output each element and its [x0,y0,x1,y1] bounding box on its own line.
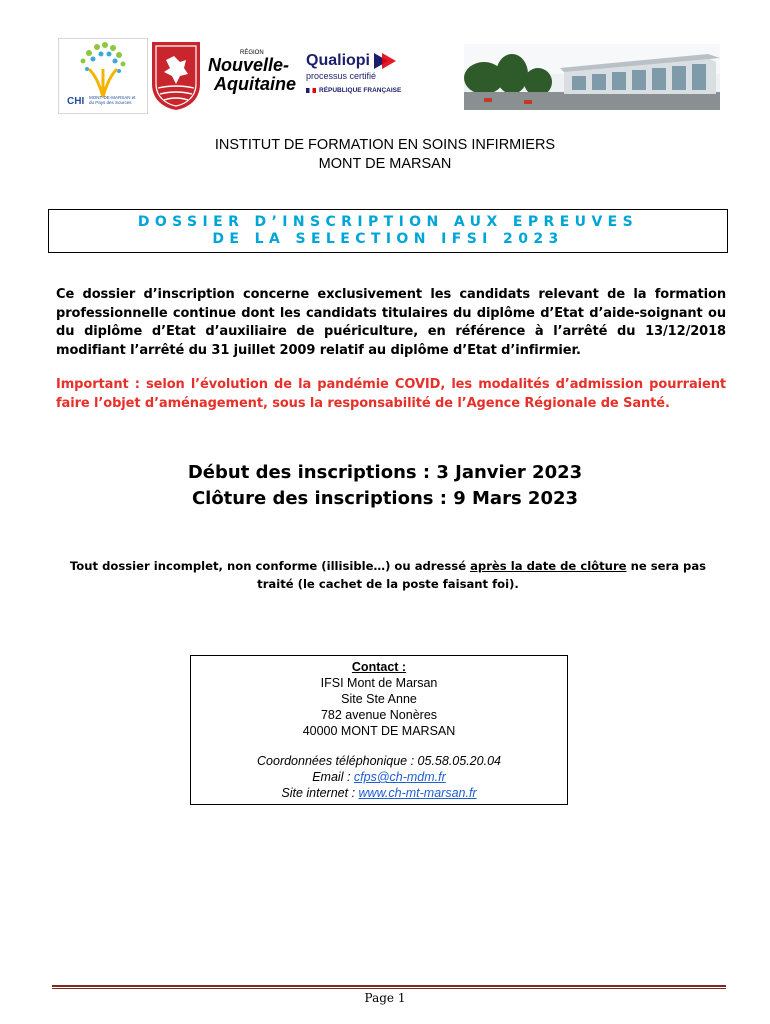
warning-text-before: Tout dossier incomplet, non conforme (illisible…) ou adressé [69,559,471,573]
region-label: RÉGION [240,50,264,56]
qualiopi-title [306,52,424,70]
contact-phone: Coordonnées téléphonique : 05.58.05.20.04 [257,754,501,768]
qualiopi-arrow-icon [374,53,396,69]
intro-paragraph: Ce dossier d’inscription concerne exclusivement les candidats relevant de la formation professionnelle continue dont les candidats titulaires du diplôme d’Etat d’aide-soignant ou du diplôme d’Etat d’auxiliaire de puériculture, en référence à l’arrêté du 13/12/2018 modifiant l’arrêté du 31 juillet 2009 relatif au diplôme d’Etat d’infirmier. [56,287,726,358]
contact-org: IFSI Mont de Marsan [320,676,438,690]
qualiopi-subtitle: processus certifié [306,71,377,81]
contact-box [190,655,568,805]
warning-deadline: après la date de clôture [470,559,627,573]
contact-title: Contact : [351,660,407,674]
contact-site: Site Ste Anne [341,692,417,706]
contact-spacer [191,739,567,753]
qualiopi-logo [306,52,424,104]
page-number: Page 1 [364,991,406,1005]
chi-subtitle: MONT-DE-MARSAN et du Pays des Sources [89,95,136,105]
institute-heading [0,136,770,174]
contact-web-line [191,785,567,801]
dossier-title-line2: DE LA SELECTION IFSI 2023 [212,231,564,247]
republic-text: RÉPUBLIQUE FRANÇAISE [319,87,402,94]
important-paragraph: Important : selon l’évolution de la pandémie COVID, les modalités d’admission pourraient faire l’objet d’aménagement, sous la responsabilité de l’Agence Régionale de Santé. [56,377,726,411]
region-name [208,56,296,94]
region-name-line1: Nouvelle- [208,55,290,75]
qualiopi-title-text: Qualiopi [306,52,370,69]
contact-web-label: Site internet : [281,786,359,800]
contact-email-line [191,769,567,785]
registration-end: Clôture des inscriptions : 9 Mars 2023 [191,488,579,509]
institute-name: INSTITUT DE FORMATION EN SOINS INFIRMIERS [214,137,556,153]
dossier-title-box [48,209,728,253]
footer-rule [52,985,726,987]
logo-bar [58,34,718,114]
contact-city: 40000 MONT DE MARSAN [302,724,456,738]
tree-icon [59,39,147,99]
contact-web-link[interactable]: www.ch-mt-marsan.fr [358,786,477,800]
chi-logo [58,38,148,114]
republic-label [306,87,424,94]
institute-city: MONT DE MARSAN [318,156,452,172]
contact-email-link[interactable]: cfps@ch-mdm.fr [353,770,446,784]
registration-start: Début des inscriptions : 3 Janvier 2023 [187,462,583,483]
registration-dates [0,460,770,512]
building-photo [464,44,720,110]
contact-street: 782 avenue Nonères [320,708,438,722]
warning-text-after: ne sera pas traité (le cachet de la poste faisant foi). [257,559,707,591]
dossier-title-line1: DOSSIER D’INSCRIPTION AUX EPREUVES [137,214,639,230]
contact-email-label: Email : [312,770,354,784]
region-crest-icon [150,40,202,112]
incomplete-warning [50,558,726,593]
chi-name: CHI [67,96,85,107]
footer-rule-thin [52,988,726,989]
flag-icon [306,88,316,93]
region-name-line2: Aquitaine [214,74,297,94]
